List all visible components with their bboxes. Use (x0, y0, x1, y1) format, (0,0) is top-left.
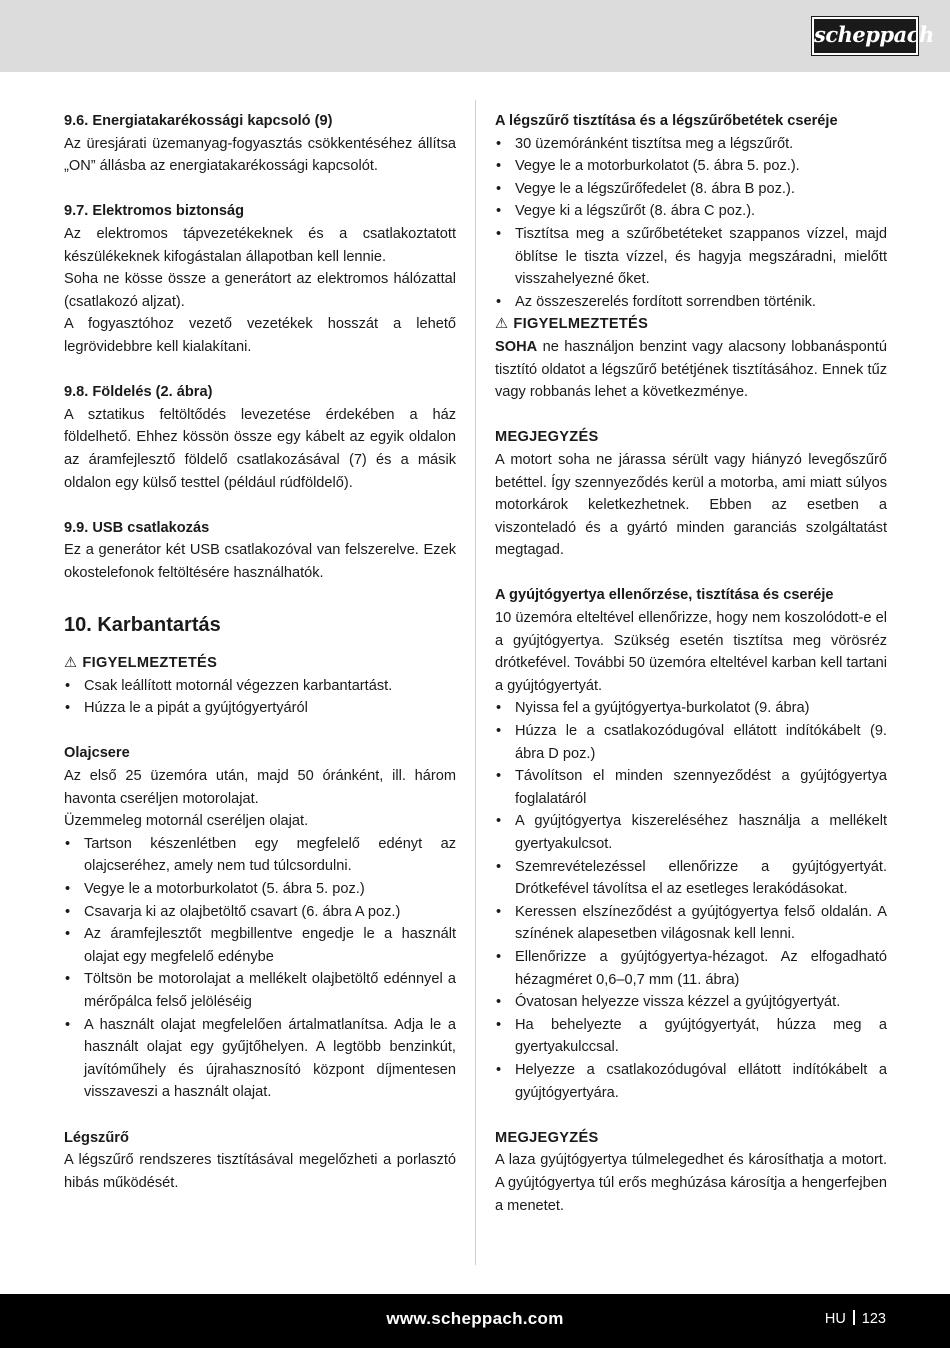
list-item: • Keressen elszíneződést a gyújtógyertya felső oldalán. A színének alapesetben világosnak kell lenni. (495, 901, 887, 946)
section-9-7-p1: Az elektromos tápvezetékeknek és a csatlakoztatott készülékeknek kifogástalan állapotban kell lennie. (64, 225, 456, 265)
footer-website: www.scheppach.com (386, 1309, 564, 1328)
section-9-7-p2: Soha ne kösse össze a generátort az elektromos hálózattal (csatlakozó aljzat). (64, 271, 456, 310)
warning-label: FIGYELMEZTETÉS (513, 316, 649, 333)
list-item: • Szemrevételezéssel ellenőrizze a gyújtógyertyát. Drótkefével távolítsa el az esetleges lerakódásokat. (495, 856, 887, 901)
air-filter-title: Légszűrő (64, 1129, 129, 1146)
list-item: • 30 üzemóránként tisztítsa meg a légszűrőt. (495, 133, 887, 156)
list-item: • Ha behelyezte a gyújtógyertyát, húzza meg a gyertyakulccsal. (495, 1014, 887, 1059)
warning-heading (64, 652, 456, 675)
section-9-6-text: Az üresjárati üzemanyag-fogyasztás csökkentéséhez állítsa „ON” állásba az energiatakarékossági kapcsolót. (64, 135, 456, 175)
warning-triangle-icon: ⚠ (495, 316, 509, 333)
warning-label: FIGYELMEZTETÉS (82, 655, 218, 672)
note-heading: MEGJEGYZÉS (495, 429, 599, 446)
list-item: • Az összeszerelés fordított sorrendben történik. (495, 291, 887, 314)
list-item: • A használt olajat megfelelően ártalmatlanítsa. Adja le a használt olajat egy gyűjtőhelyen. A legtöbb benzinkút, javítóműhely és újrahasznosító központ díjmentesen visszaveszi a használt olajat. (64, 1014, 456, 1104)
list-item: • Tisztítsa meg a szűrőbetéteket szappanos vízzel, majd öblítse le tiszta vízzel, és hagyja megszáradni, mielőtt visszahelyezné őket. (495, 223, 887, 291)
warning-body: ne használjon benzint vagy alacsony lobbanáspontú tisztító oldatot a légszűrő betétjének tisztításához. Ennek tűz vagy robbanás lehet a következménye. (495, 338, 887, 401)
section-9-9-title: 9.9. USB csatlakozás (64, 519, 210, 536)
list-item: • Tartson készenlétben egy megfelelő edényt az olajcseréhez, amely nem tud túlcsordulni. (64, 833, 456, 878)
oil-change-list (64, 833, 456, 1104)
spark-plug-list (495, 697, 887, 1104)
list-item: • Helyezze a csatlakozódugóval ellátott indítókábelt a gyújtógyertyára. (495, 1059, 887, 1104)
list-item: • Vegye ki a légszűrőt (8. ábra C poz.). (495, 200, 887, 223)
list-item: • Töltsön be motorolajat a mellékelt olajbetöltő edénnyel a mérőpálca felső jelöléséig (64, 968, 456, 1013)
spark-plug-text: 10 üzemóra elteltével ellenőrizze, hogy nem koszolódott-e el a gyújtógyertya. Szükség esetén tisztítsa meg vörösréz drótkefével. További 50 üzemóra elteltével karban kell tartani a gyújtógyertyát. (495, 610, 887, 694)
list-item: • Vegye le a légszűrőfedelet (8. ábra B poz.). (495, 178, 887, 201)
list-item: • Vegye le a motorburkolatot (5. ábra 5. poz.). (495, 155, 887, 178)
section-9-9-text: Ez a generátor két USB csatlakozóval van felszerelve. Ezek okostelefonok feltöltésére használhatók. (64, 542, 456, 581)
note-text: A laza gyújtógyertya túlmelegedhet és károsíthatja a motort. A gyújtógyertya túl erős meghúzása károsítja a hengerfejben a menetet. (495, 1152, 887, 1214)
oil-change-title: Olajcsere (64, 745, 130, 762)
warning-list (64, 675, 456, 720)
page-number-value: 123 (861, 1311, 886, 1327)
right-column (495, 110, 887, 1217)
spark-plug-title: A gyújtógyertya ellenőrzése, tisztítása és cseréje (495, 587, 834, 604)
page-separator (853, 1310, 855, 1325)
list-item: • Az áramfejlesztőt megbillentve engedje le a használt olajat egy megfelelő edénybe (64, 923, 456, 968)
list-item: • A gyújtógyertya kiszereléséhez használja a mellékelt gyertyakulcsot. (495, 810, 887, 855)
section-10-title: 10. Karbantartás (64, 614, 221, 637)
list-item: • Csavarja ki az olajbetöltő csavart (6. ábra A poz.) (64, 901, 456, 924)
section-9-8-text: A sztatikus feltöltődés levezetése érdekében a ház földelhető. Ehhez kössön össze egy kábelt az egyik oldalon az áramfejlesztő földelő csatlakozásával (7) és a másik oldalon egy külső testtel (például rúdföldelő). (64, 406, 456, 491)
section-9-8-title: 9.8. Földelés (2. ábra) (64, 384, 213, 401)
warning-heading (495, 313, 887, 336)
filter-cleaning-list (495, 133, 887, 314)
list-item: • Ellenőrizze a gyújtógyertya-hézagot. Az elfogadható hézagméret 0,6–0,7 mm (11. ábra) (495, 946, 887, 991)
warning-triangle-icon: ⚠ (64, 655, 78, 672)
list-item: • Nyissa fel a gyújtógyertya-burkolatot (9. ábra) (495, 697, 887, 720)
air-filter-text: A légszűrő rendszeres tisztításával megelőzheti a porlasztó hibás működését. (64, 1152, 456, 1191)
header-band (0, 0, 950, 72)
section-9-7-p3: A fogyasztóhoz vezető vezetékek hosszát a lehető legrövidebbre kell kialakítani. (64, 316, 456, 355)
list-item: • Csak leállított motornál végezzen karbantartást. (64, 675, 456, 698)
note-heading: MEGJEGYZÉS (495, 1129, 599, 1146)
note-text: A motort soha ne járassa sérült vagy hiányzó levegőszűrő betéttel. Így szennyeződés kerül a motorba, ami miatt súlyos motorkárok keletkezhetnek. Ebben az esetben a viszonteladó és a gyártó minden garanciás szolgáltatást megtagad. (495, 451, 887, 559)
list-item: • Óvatosan helyezze vissza kézzel a gyújtógyertyát. (495, 991, 887, 1014)
column-divider (475, 100, 476, 1265)
warning-strong-word: SOHA (495, 338, 538, 355)
list-item: • Húzza le a csatlakozódugóval ellátott indítókábelt (9. ábra D poz.) (495, 720, 887, 765)
left-column (64, 110, 456, 1194)
oil-change-p2: Üzemmeleg motornál cseréljen olajat. (64, 813, 309, 830)
page-number (825, 1294, 886, 1344)
list-item: • Távolítson el minden szennyeződést a gyújtógyertya foglalatáról (495, 765, 887, 810)
language-code: HU (824, 1311, 846, 1327)
filter-cleaning-title: A légszűrő tisztítása és a légszűrőbetétek cseréje (495, 113, 838, 129)
section-9-6-title: 9.6. Energiatakarékossági kapcsoló (9) (64, 113, 333, 129)
list-item: • Vegye le a motorburkolatot (5. ábra 5. poz.) (64, 878, 456, 901)
oil-change-p1: Az első 25 üzemóra után, majd 50 óránként, ill. három havonta cseréljen motorolajat. (64, 768, 456, 807)
section-9-7-title: 9.7. Elektromos biztonság (64, 203, 245, 220)
warning-text (495, 336, 887, 404)
list-item: • Húzza le a pipát a gyújtógyertyáról (64, 697, 456, 720)
scheppach-logo: scheppach (812, 17, 918, 55)
